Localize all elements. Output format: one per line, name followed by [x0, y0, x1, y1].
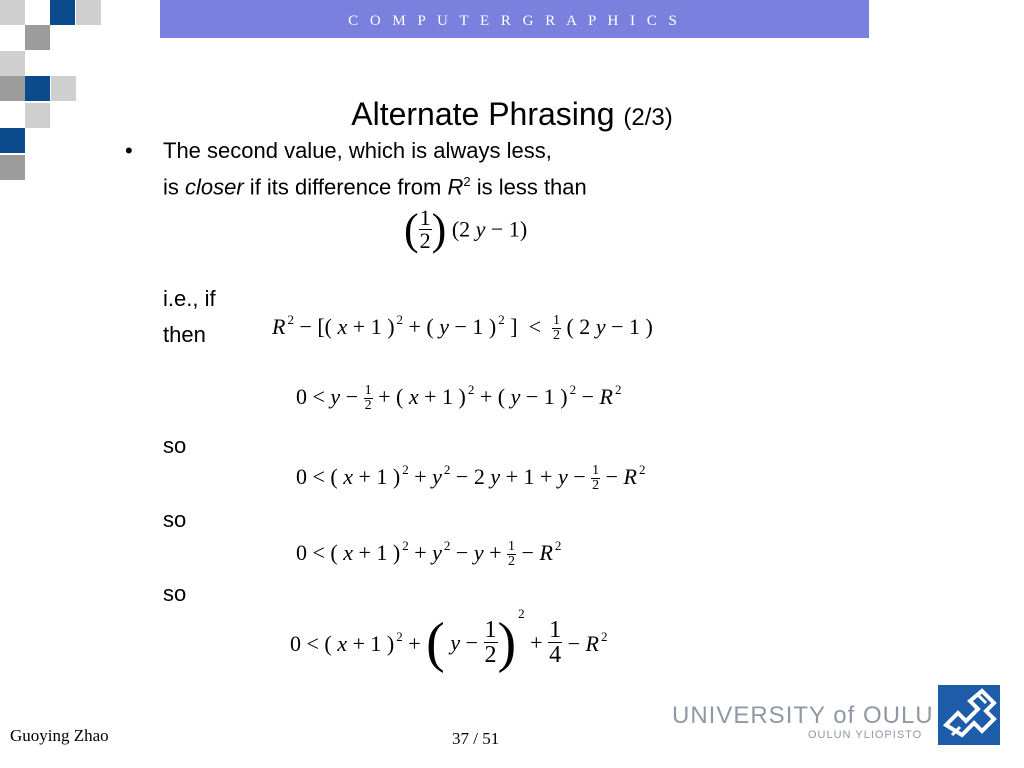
bullet-icon: • [125, 138, 133, 163]
equation-step-2: 0 < ( x + 1 ) $^2$ + y $^2$ − 2 y + 1 + y − $\frac{1}{2}$ − R $^2$ [296, 462, 646, 494]
text-part: is [163, 174, 185, 200]
text-part: is less than [470, 174, 587, 200]
slide-title [0, 96, 1024, 133]
text-ie-if: i.e., if [163, 286, 216, 311]
equation-half: ( $\frac{1}{2}$ ) (2 y − 1) [404, 205, 528, 254]
university-name-fi: OULUN YLIOPISTO [808, 729, 923, 741]
equation-final: 0 < ( x + 1 ) $^2$ + ( y − $\frac{1}{2}$ ) $^2$ + $\frac{1}{4}$ − R $^2$ [290, 606, 608, 674]
text-exp: 2 [463, 174, 471, 189]
text-part: if its difference from [243, 174, 448, 200]
text-so-2: so [163, 507, 187, 532]
text-so-3: so [163, 581, 187, 606]
equation-step-3: 0 < ( x + 1 ) $^2$ + y $^2$ − y + $\frac{1}{2}$ − R $^2$ [296, 538, 562, 570]
text-so-1: so [163, 433, 187, 458]
title-sub: (2/3) [623, 104, 673, 131]
page-number: 37 / 51 [452, 729, 500, 748]
text-emphasis: closer [185, 174, 244, 200]
equation-step-1: 0 < y − $\frac{1}{2}$ + ( x + 1 ) $^2$ + ( y − 1 ) $^2$ − R $^2$ [296, 382, 622, 414]
university-name: UNIVERSITY of OULU [672, 702, 934, 729]
text-line-2 [163, 174, 587, 200]
university-logo-icon [938, 685, 1000, 745]
text-line-1: The second value, which is always less, [163, 138, 552, 163]
course-banner: C O M P U T E R G R A P H I C S [160, 0, 869, 38]
text-then: then [163, 322, 206, 347]
title-main: Alternate Phrasing [351, 96, 615, 132]
equation-inequality: R $^2$ − [( x + 1 ) $^2$ + ( y − 1 ) $^2$ ] < $\frac{1}{2}$ ( 2 y − 1 ) [272, 312, 653, 344]
text-R: R [447, 174, 464, 200]
author-name: Guoying Zhao [10, 726, 109, 745]
